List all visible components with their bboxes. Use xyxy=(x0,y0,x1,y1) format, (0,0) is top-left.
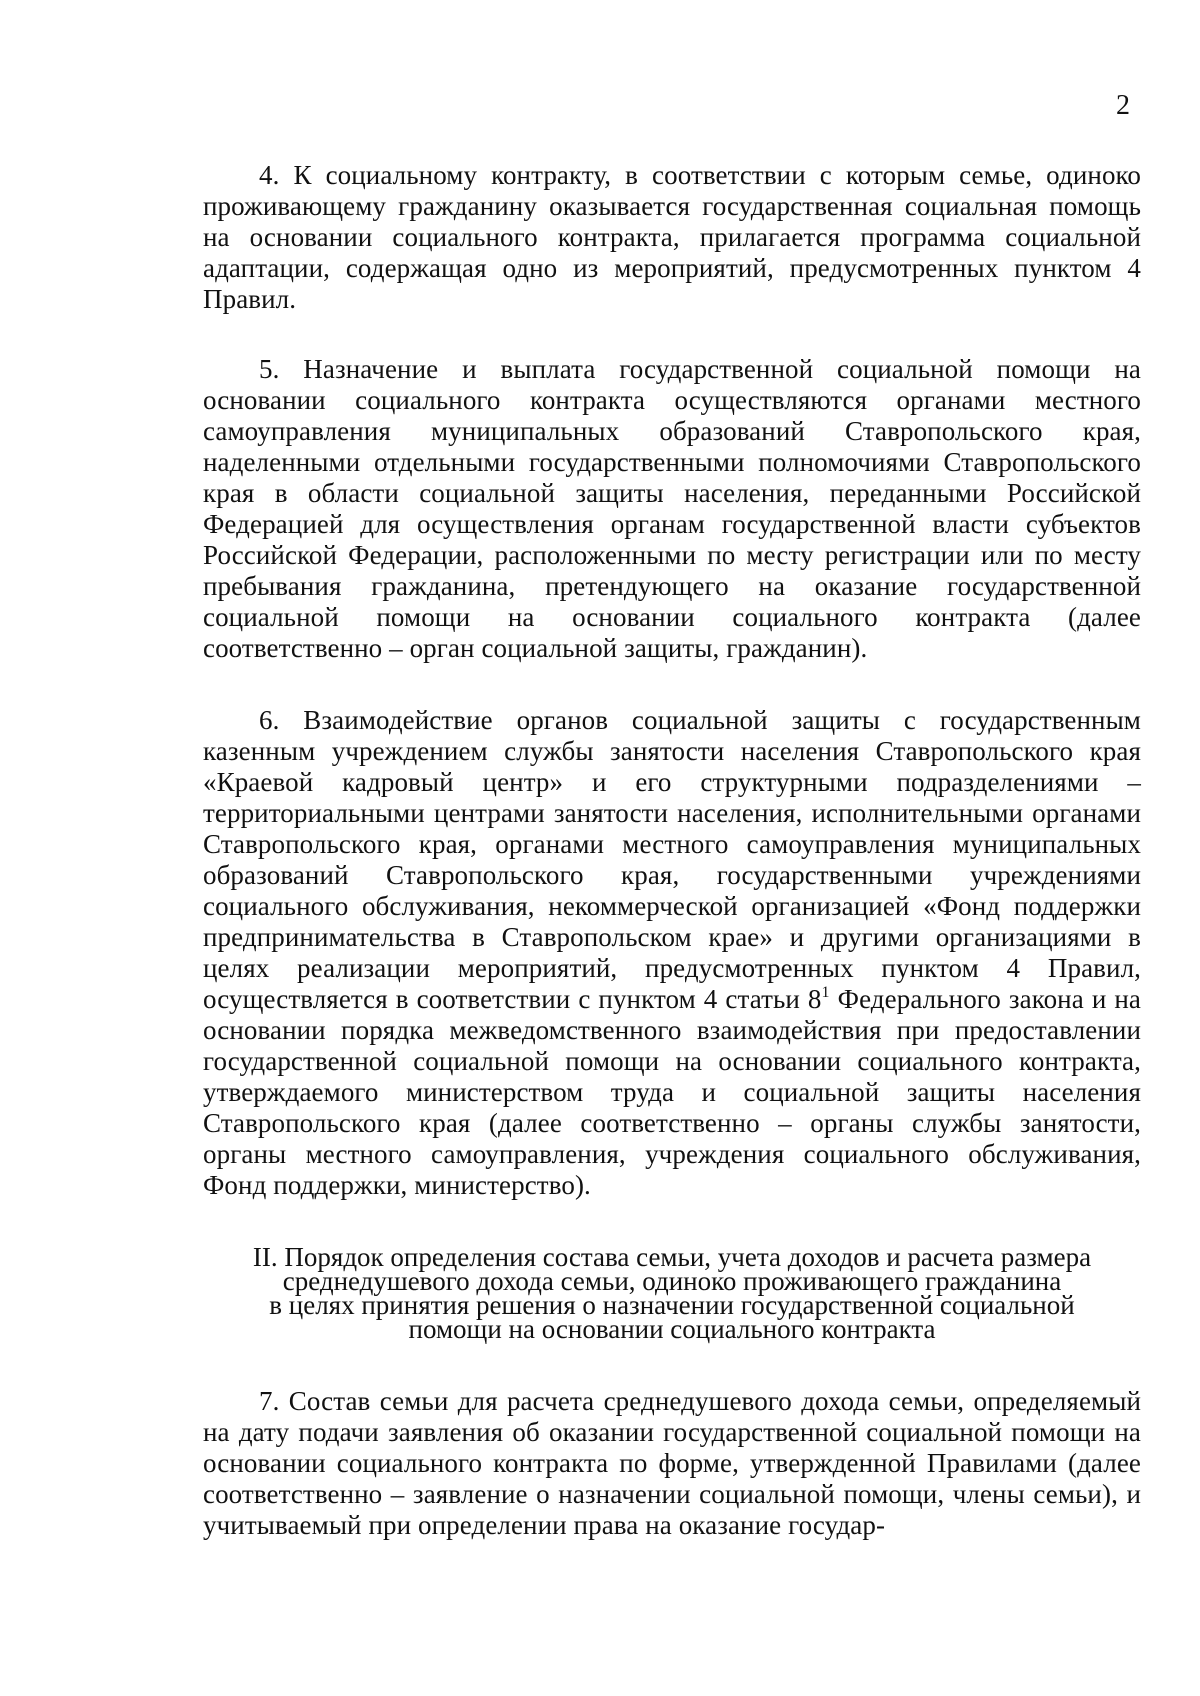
paragraph-6-text-before: 6. Взаимодействие органов социальной защиты с государственным казенным учреждением службы занятости населения Ставропольского края «Краевой кадровый центр» и его структурными подразделениями – территориальными центрами занятости населения, исполнительными органами Ставропольского края, органами местного самоуправления муниципальных образований Ставропольского края, государственными учреждениями социального обслуживания, некоммерческой организацией «Фонд поддержки предпринимательства в Ставропольском крае» и другими организациями в целях реализации мероприятий, предусмотренных пунктом 4 Правил, осуществляется в соответствии с пунктом 4 статьи 8 xyxy=(203,705,1141,1014)
paragraph-6-superscript: 1 xyxy=(821,984,830,1001)
paragraph-6-text-after: Федерального закона и на основании порядка межведомственного взаимодействия при предоставлении государственной социальной помощи на основании социального контракта, утверждаемого министерством труда и социальной защиты населения Ставропольского края (далее соответственно – органы службы занятости, органы местного самоуправления, учреждения социального обслуживания, Фонд поддержки, министерство). xyxy=(203,984,1141,1200)
document-body xyxy=(203,160,1141,1541)
paragraph-5: 5. Назначение и выплата государственной социальной помощи на основании социального контракта осуществляются органами местного самоуправления муниципальных образований Ставропольского края, наделенными отдельными государственными полномочиями Ставропольского края в области социальной защиты населения, переданными Российской Федерацией для осуществления органам государственной власти субъектов Российской Федерации, расположенными по месту регистрации или по месту пребывания гражданина, претендующего на оказание государственной социальной помощи на основании социального контракта (далее соответственно – орган социальной защиты, гражданин). xyxy=(203,354,1141,663)
paragraph-7: 7. Состав семьи для расчета среднедушевого дохода семьи, определяемый на дату подачи заявления об оказании государственной социальной помощи на основании социального контракта по форме, утвержденной Правилами (далее соответственно – заявление о назначении социальной помощи, члены семьи), и учитываемый при определении права на оказание государ- xyxy=(203,1386,1141,1540)
section-heading-line-4: помощи на основании социального контракта xyxy=(408,1314,936,1344)
section-heading xyxy=(203,1242,1141,1344)
section-heading-line-1: II. Порядок определения состава семьи, учета доходов и расчета размера xyxy=(252,1242,1092,1272)
section-heading-line-3: в целях принятия решения о назначении государственной социальной xyxy=(269,1290,1075,1320)
paragraph-4: 4. К социальному контракту, в соответствии с которым семье, одиноко проживающему гражданину оказывается государственная социальная помощь на основании социального контракта, прилагается программа социальной адаптации, содержащая одно из мероприятий, предусмотренных пунктом 4 Правил. xyxy=(203,160,1141,314)
page-number: 2 xyxy=(1116,90,1130,121)
section-heading-line-2: среднедушевого дохода семьи, одиноко проживающего гражданина xyxy=(282,1266,1062,1296)
paragraph-6 xyxy=(203,705,1141,1201)
